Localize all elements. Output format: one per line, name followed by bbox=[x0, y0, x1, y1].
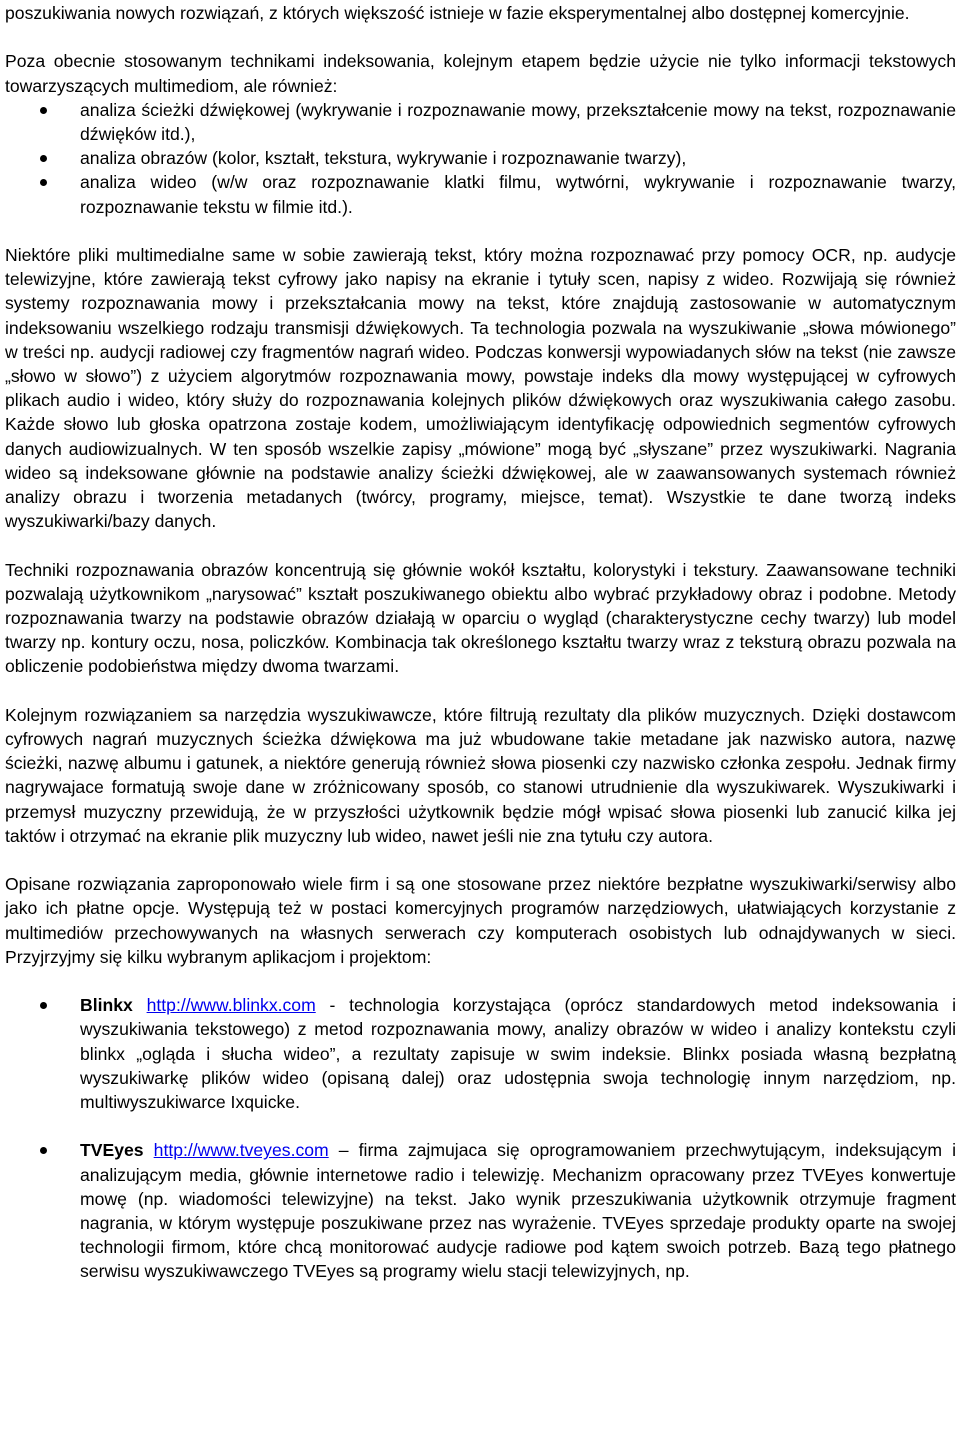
project-description: - technologia korzystająca (oprócz standardowych metod indeksowania i wyszukiwania tekstowego) z metod rozpoznawania mowy, analizy obrazów w wideo i analizy kontekstu czyli blinkx „ogląda i słucha wideo”, a rezultaty zapisuje w swim indeksie. Blinkx posiada własną bezpłatną wyszukiwarkę plików wideo (opisaną dalej) oraz udostępnia swoja technologię innym narzędziom, np. multiwyszukiwarce Ixquicke. bbox=[80, 995, 957, 1113]
project-item-tveyes bbox=[5, 1138, 956, 1283]
solutions-paragraph: Opisane rozwiązania zaproponowało wiele firm i są one stosowane przez niektóre bezpłatne wyszukiwarki/serwisy albo jako ich płatne opcje. Występują też w postaci komercyjnych programów narzędziowych, ułatwiających korzystanie z multimediów przechowywanych na własnych serwerach czy komputerach osobistych lub odnajdywanych w sieci. Przyjrzyjmy się kilku wybranym aplikacjom i projektom: bbox=[5, 874, 956, 967]
project-link[interactable]: http://www.blinkx.com bbox=[146, 995, 316, 1016]
document-page bbox=[5, 1, 956, 1284]
ocr-paragraph: Niektóre pliki multimedialne same w sobie zawierają tekst, który można rozpoznawać przy pomocy OCR, np. audycje telewizyjne, które zawierają tekst cyfrowy jako napisy na ekranie i tytuły scen, napisy z wideo. Rozwijają się również systemy rozpoznawania mowy i przekształcania mowy na tekst, które znajdują zastosowanie w automatycznym indeksowaniu wszelkiego rodzaju transmisji dźwiękowych. Ta technologia pozwala na wyszukiwanie „słowa mówionego” w treści np. audycji radiowej czy fragmentów nagrań wideo. Podczas konwersji wypowiadanych słów na tekst (nie zawsze „słowo w słowo”) z użyciem algorytmów rozpoznawania mowy, powstaje indeks dla mowy występującej w cyfrowych plikach audio i wideo, który służy do rozpoznawania kolejnych plików dźwiękowych oraz wyszukiwania całego zasobu. Każde słowo lub głoska opatrzona zostaje kodem, umożliwiającym identyfikację odpowiednich segmentów cyfrowych danych audiowizualnych. W ten sposób wszelkie zapisy „mówione” mogą być „słyszane” przez wyszukiwarki. Nagrania wideo są indeksowane głównie na podstawie analizy ścieżki dźwiękowej, ale w zaawansowanych systemach również analizy obrazu i tworzenia metadanych (twórcy, programy, miejsce, temat). Wszystkie te dane tworzą indeks wyszukiwarki/bazy danych. bbox=[5, 245, 956, 532]
project-name: TVEyes bbox=[80, 1140, 144, 1161]
list-item: analiza obrazów (kolor, kształt, tekstura, wykrywanie i rozpoznawanie twarzy), bbox=[5, 146, 956, 170]
music-paragraph: Kolejnym rozwiązaniem sa narzędzia wyszukiwawcze, które filtrują rezultaty dla plików muzycznych. Dzięki dostawcom cyfrowych nagrań muzycznych ścieżka dźwiękowa ma już wbudowane takie metadane jak nazwisko autora, nazwę ścieżki, nazwę albumu i gatunek, a niektóre generują również słowa piosenki czy nazwisko członka zespołu. Jednak firmy nagrywajace formatują swoje dane w zróżnicowany sposób, co stanowi utrudnienie dla wyszukiwarek. Wyszukiwarki i przemysł muzyczny przewidują, że w przyszłości użytkownik będzie mógł wpisać słowa piosenki lub zanucić kilka jej taktów i otrzymać na ekranie plik muzyczny lub wideo, nawet jeśli nie zna tytułu czy autora. bbox=[5, 704, 956, 846]
image-recognition-paragraph: Techniki rozpoznawania obrazów koncentrują się głównie wokół kształtu, kolorystyki i tekstury. Zaawansowane techniki pozwalają użytkownikom „narysować” kształt poszukiwanego obiektu albo wybrać przykładowy obraz i podobne. Metody rozpoznawania twarzy na podstawie obrazów działają w oparciu o wygląd (charakterystyczne cechy twarzy) lub model twarzy np. kontury oczu, nosa, policzków. Kombinacja tak określonego kształtu twarzy wraz z teksturą obrazu pozwala na obliczenie podobieństwa między dwoma twarzami. bbox=[5, 559, 956, 677]
intro-paragraph: poszukiwania nowych rozwiązań, z których większość istnieje w fazie eksperymentalnej albo dostępnej komercyjnie. bbox=[5, 3, 910, 23]
project-name: Blinkx bbox=[80, 995, 133, 1016]
indexing-lead: Poza obecnie stosowanym technikami indeksowania, kolejnym etapem będzie użycie nie tylko informacji tekstowych towarzyszących multimediom, ale również: bbox=[5, 51, 956, 96]
indexing-list bbox=[5, 98, 956, 219]
project-description: – firma zajmujaca się oprogramowaniem przechwytującym, indeksującym i analizującym media, głównie internetowe radio i telewizję. Mechanizm opracowany przez TVEyes konwertuje mowę (np. wiadomości telewizyjne) na tekst. Jako wynik przeszukiwania użytkownik otrzymuje fragment nagrania, w którym występuje poszukiwane przez nas wyrażenie. TVEyes sprzedaje produkty oparte na swojej technologii firmom, które chcą monitorować audycje radiowe pod kątem swoich potrzeb. Bazą tego płatnego serwisu wyszukiwawczego TVEyes są programy wielu stacji telewizyjnych, np. bbox=[80, 1140, 957, 1282]
list-item: analiza wideo (w/w oraz rozpoznawanie klatki filmu, wytwórni, wykrywanie i rozpoznawanie twarzy, rozpoznawanie tekstu w filmie itd.). bbox=[5, 170, 956, 218]
projects-list bbox=[5, 993, 956, 1283]
project-link[interactable]: http://www.tveyes.com bbox=[153, 1140, 329, 1161]
project-item-blinkx bbox=[5, 993, 956, 1114]
list-item: analiza ścieżki dźwiękowej (wykrywanie i rozpoznawanie mowy, przekształcenie mowy na tekst, rozpoznawanie dźwięków itd.), bbox=[5, 98, 956, 146]
